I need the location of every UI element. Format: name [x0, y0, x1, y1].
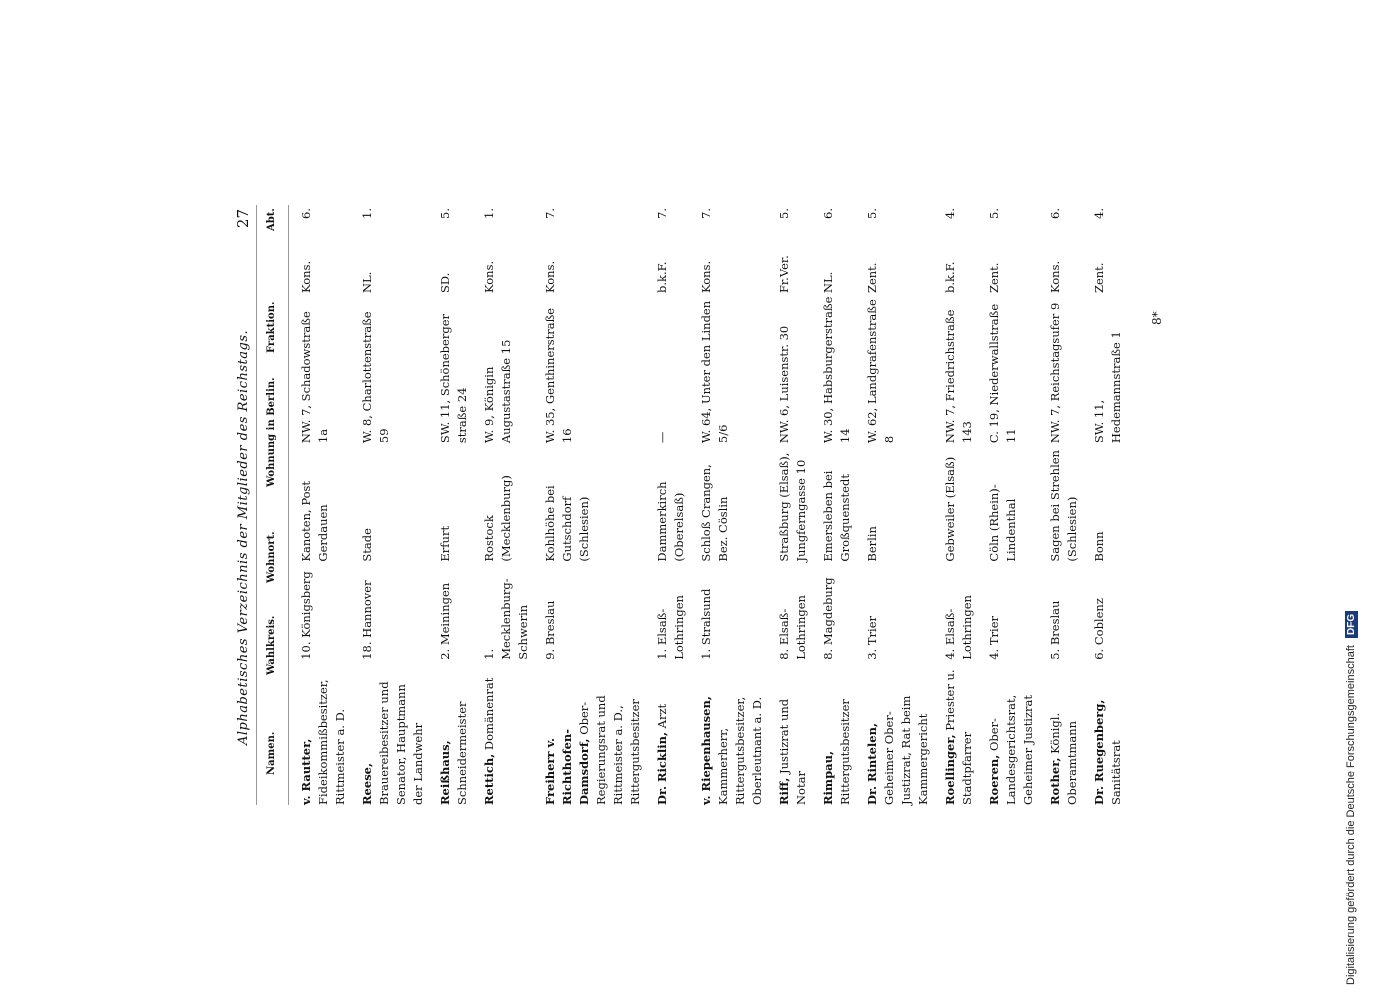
table-row: [542, 205, 654, 805]
member-name: [820, 660, 864, 805]
member-address: SW. 11, Schöneberger straße 24: [438, 313, 469, 444]
columns-rule: [288, 205, 289, 805]
member-surname: Rother,: [1048, 757, 1062, 805]
member-occupation: Justizrat und Notar: [777, 698, 808, 805]
credit-text: Digitalisierung gefördert durch die Deutsche Forschungsgemeinschaft: [1345, 645, 1357, 985]
member-place: Kohlhöhe bei Gutschdorf (Schlesien): [543, 485, 591, 562]
col-place: Wohnort.: [266, 531, 277, 583]
table-row: [437, 205, 481, 805]
member-name: [942, 660, 986, 805]
member-abt: 5.: [438, 208, 452, 219]
member-name: [654, 660, 698, 805]
table-row: [298, 205, 359, 805]
member-district: 6. Coblenz: [1092, 598, 1106, 660]
members-table: [298, 205, 1135, 805]
member-name: [542, 660, 654, 805]
member-address: W. 30, Habsburgerstraße 14: [821, 296, 852, 444]
member-address: —: [655, 431, 669, 444]
col-district: Wahlkreis.: [266, 615, 277, 675]
member-name: [698, 660, 776, 805]
member-district: 4. Trier: [987, 616, 1001, 660]
member-name: [1047, 660, 1091, 805]
member-fraction: SD.: [438, 272, 452, 294]
member-name: [359, 660, 437, 805]
member-name: [776, 660, 820, 805]
table-row: [359, 205, 437, 805]
member-surname: Reißhaus,: [438, 740, 452, 805]
member-abt: 5.: [987, 208, 1001, 219]
member-surname: Roeren,: [987, 754, 1001, 805]
member-address: W. 62, Landgrafenstraße 8: [865, 299, 896, 444]
member-district: 9. Breslau: [543, 600, 557, 660]
member-name: [986, 660, 1047, 805]
page-title: Alphabetisches Verzeichnis der Mitglieder des Reichstags.: [236, 329, 251, 745]
member-surname: v. Riepenhausen,: [699, 696, 713, 805]
member-name: [864, 660, 942, 805]
member-district: 18. Hannover: [360, 580, 374, 660]
table-row: [1047, 205, 1091, 805]
member-abt: 7.: [699, 208, 713, 219]
member-abt: 6.: [1048, 208, 1062, 219]
member-abt: 1.: [482, 208, 496, 219]
member-district: 1. Stralsund: [699, 588, 713, 660]
member-address: W. 8, Charlottenstraße 59: [360, 311, 391, 444]
member-abt: 4.: [943, 208, 957, 219]
page-header: [230, 205, 254, 805]
member-address: NW. 6, Luisenstr. 30: [777, 325, 791, 444]
member-occupation: Ober-Regierungsrat und Rittmeister a. D., Rittergutsbesitzer: [577, 695, 642, 805]
member-abt: 5.: [777, 208, 791, 219]
col-name: Namen.: [266, 731, 277, 775]
member-name: [1091, 660, 1135, 805]
member-surname: Dr. Ricklin,: [655, 732, 669, 805]
member-fraction: Fr.Ver.: [777, 255, 791, 294]
table-row: [986, 205, 1047, 805]
member-name: [481, 660, 542, 805]
member-district: 2. Meiningen: [438, 582, 452, 660]
member-place: Gebweiler (Elsaß): [943, 456, 957, 562]
member-occupation: Geheimer Ober-Justizrat, Rat beim Kammergericht: [882, 695, 930, 805]
header-rule: [256, 205, 257, 805]
member-address: NW. 7, Schadowstraße 1a: [299, 311, 330, 444]
member-occupation: Arzt: [655, 703, 669, 729]
member-fraction: Kons.: [699, 260, 713, 294]
member-abt: 5.: [865, 208, 879, 219]
member-district: 3. Trier: [865, 616, 879, 660]
member-place: Kanoten, Post Gerdauen: [299, 480, 330, 562]
member-occupation: Priester u. Stadtpfarrer: [943, 669, 974, 805]
signature-mark: 8*: [1150, 311, 1164, 325]
member-fraction: b.k.F.: [943, 261, 957, 294]
member-address: W. 9, Königin Augustastraße 15: [482, 339, 513, 444]
member-address: C. 19, Niederwallstraße 11: [987, 303, 1018, 444]
member-fraction: Zent.: [1092, 262, 1106, 294]
member-occupation: Sanitätsrat: [1109, 740, 1123, 805]
member-place: Sagen bei Strehlen (Schlesien): [1048, 450, 1079, 562]
member-abt: 1.: [360, 208, 374, 219]
member-fraction: Kons.: [543, 260, 557, 294]
member-place: Berlin: [865, 526, 879, 562]
member-surname: Dr. Ruegenberg,: [1092, 699, 1106, 805]
member-district: 10. Königsberg: [299, 571, 313, 660]
member-surname: Reese,: [360, 763, 374, 805]
member-occupation: Schneidermeister: [455, 701, 469, 805]
member-surname: Roellinger,: [943, 734, 957, 805]
table-row: [942, 205, 986, 805]
member-address: W. 64, Unter den Linden 5/6: [699, 300, 730, 444]
member-fraction: b.k.F.: [655, 261, 669, 294]
member-occupation: Rittergutsbesitzer: [838, 699, 852, 805]
member-place: Schloß Crangen, Bez. Cöslin: [699, 464, 730, 562]
member-occupation: Königl. Oberamtmann: [1048, 712, 1079, 805]
member-place: Stade: [360, 528, 374, 562]
member-occupation: Brauereibesitzer und Senator, Hauptmann der Landwehr: [377, 681, 425, 805]
member-surname: Rimpau,: [821, 751, 835, 805]
dfg-credit: [1345, 585, 1367, 985]
member-place: Erfurt: [438, 525, 452, 562]
dfg-logo: DFG: [1345, 611, 1358, 638]
member-place: Cöln (Rhein)-Lindenthal: [987, 484, 1018, 562]
member-place: Rostock (Mecklenburg): [482, 475, 513, 562]
member-district: 8. Elsaß-Lothringen: [777, 595, 808, 660]
col-address: Wohnung in Berlin.: [266, 377, 277, 487]
member-address: W. 35, Genthinerstraße 16: [543, 307, 574, 444]
member-name: [437, 660, 481, 805]
member-address: NW. 7, Reichstagsufer 9: [1048, 302, 1062, 444]
column-headers: [262, 205, 284, 805]
member-surname: Rettich,: [482, 753, 496, 805]
rotated-page: [230, 205, 1164, 805]
member-abt: 7.: [543, 208, 557, 219]
member-district: 5. Breslau: [1048, 600, 1062, 660]
member-district: 1. Mecklenburg-Schwerin: [482, 578, 530, 660]
col-fraction: Fraktion.: [266, 301, 277, 353]
page-number: 27: [234, 209, 252, 229]
col-abt: Abt.: [266, 208, 277, 231]
member-fraction: NL.: [821, 271, 835, 294]
member-surname: Dr. Rintelen,: [865, 723, 879, 805]
table-row: [864, 205, 942, 805]
member-abt: 6.: [299, 208, 313, 219]
member-occupation: Domänenrat: [482, 677, 496, 751]
table-row: [654, 205, 698, 805]
table-row: [698, 205, 776, 805]
member-fraction: Zent.: [987, 262, 1001, 294]
member-place: Emersleben bei Großquenstedt: [821, 470, 852, 562]
member-place: Straßburg (Elsaß), Jungferngasse 10: [777, 452, 808, 562]
table-row: [820, 205, 864, 805]
table-row: [481, 205, 542, 805]
table-row: [776, 205, 820, 805]
table-row: [1091, 205, 1135, 805]
member-district: 1. Elsaß-Lothringen: [655, 595, 686, 660]
member-fraction: NL.: [360, 271, 374, 294]
member-district: 8. Magdeburg: [821, 577, 835, 660]
member-fraction: Kons.: [1048, 260, 1062, 294]
member-occupation: Fideikommißbesitzer, Rittmeister a. D.: [316, 679, 347, 805]
member-surname: Freiherr v. Richthofen-Damsdorf,: [543, 728, 591, 805]
member-fraction: Kons.: [299, 260, 313, 294]
member-name: [298, 660, 359, 805]
member-occupation: Ober-Landesgerichtsrat, Geheimer Justizrat: [987, 694, 1035, 805]
member-abt: 4.: [1092, 208, 1106, 219]
member-address: SW. 11, Hedemannstraße 1: [1092, 331, 1123, 444]
member-fraction: Kons.: [482, 260, 496, 294]
member-fraction: Zent.: [865, 262, 879, 294]
member-surname: Riff,: [777, 777, 791, 805]
member-address: NW. 7, Friedrichstraße 143: [943, 309, 974, 444]
member-surname: v. Rautter,: [299, 738, 313, 805]
member-abt: 7.: [655, 208, 669, 219]
member-place: Dammerkirch (Oberelsaß): [655, 481, 686, 562]
member-district: 4. Elsaß-Lothringen: [943, 595, 974, 660]
member-abt: 6.: [821, 208, 835, 219]
member-place: Bonn: [1092, 531, 1106, 562]
member-occupation: Kammerherr, Rittergutsbesitzer, Oberleutnant a. D.: [716, 696, 764, 805]
